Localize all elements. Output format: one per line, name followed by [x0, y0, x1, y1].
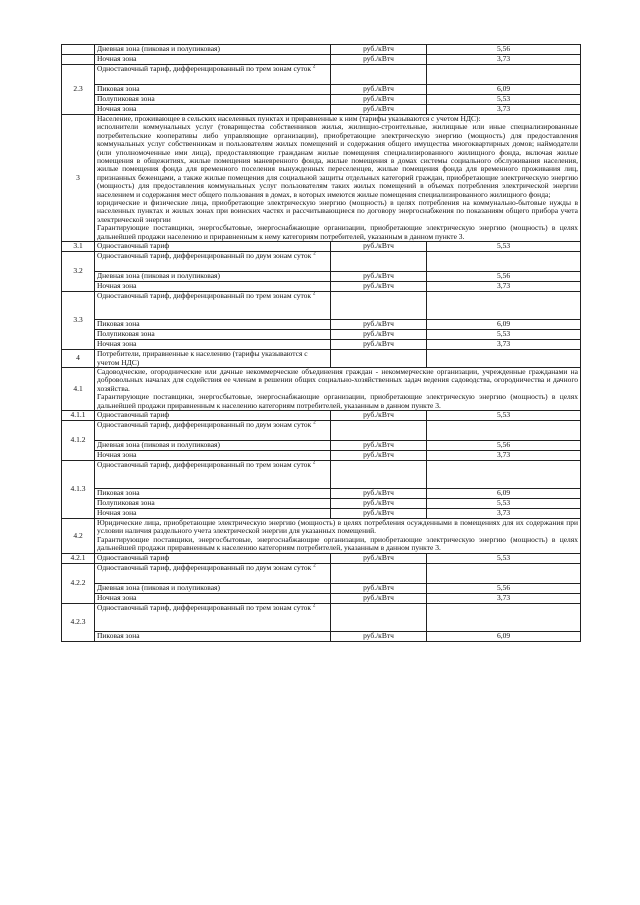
unit-cell — [331, 460, 427, 488]
table-row — [62, 65, 581, 85]
footnote-mark: 2 — [312, 603, 316, 609]
description-text: Одноставочный тариф, дифференцированный по двум зонам суток — [97, 563, 312, 572]
table-row — [62, 508, 581, 518]
tariff-table — [61, 44, 581, 642]
row-number — [62, 55, 95, 65]
tariff-value: 3,73 — [427, 450, 581, 460]
unit-cell: руб./кВтч — [331, 282, 427, 292]
table-row — [62, 282, 581, 292]
footnote-mark: 2 — [313, 420, 316, 426]
table-row — [62, 115, 581, 242]
row-description — [95, 508, 331, 518]
tariff-value: 5,53 — [427, 553, 581, 563]
row-number: 4.1 — [62, 367, 95, 410]
table-row — [62, 45, 581, 55]
description-text: Пиковая зона — [97, 319, 140, 329]
unit-cell — [331, 292, 427, 320]
row-number: 3.3 — [62, 292, 95, 350]
unit-cell: руб./кВтч — [331, 272, 427, 282]
description-text: Ночная зона — [97, 450, 137, 459]
table-row — [62, 350, 581, 368]
tariff-value: 6,09 — [427, 631, 581, 641]
row-number: 4.2.2 — [62, 563, 95, 603]
table-row — [62, 563, 581, 583]
table-row — [62, 252, 581, 272]
description-paragraph: Гарантирующие поставщики, энергосбытовые, энергоснабжающие организации, приобретающие электрическую энергию (мощность) в целях дальнейшей продажи приравненным к населению категориям потребителей, указанным в данном пункте 3. — [97, 392, 578, 410]
unit-cell: руб./кВтч — [331, 45, 427, 55]
tariff-value: 3,73 — [427, 55, 581, 65]
tariff-value — [427, 603, 581, 631]
row-description — [95, 282, 331, 292]
row-description — [95, 85, 331, 95]
unit-cell: руб./кВтч — [331, 55, 427, 65]
description-text: Ночная зона — [97, 339, 137, 349]
tariff-value — [427, 460, 581, 488]
table-row — [62, 440, 581, 450]
description-text: Пиковая зона — [97, 84, 140, 93]
description-text: Одноставочный тариф, дифференцированный по трем зонам суток — [97, 603, 312, 612]
unit-cell: руб./кВтч — [331, 631, 427, 641]
unit-cell: руб./кВтч — [331, 498, 427, 508]
table-row — [62, 340, 581, 350]
row-description — [95, 242, 331, 252]
description-text: Ночная зона — [97, 508, 137, 517]
row-number: 4.1.1 — [62, 410, 95, 420]
row-number: 3 — [62, 115, 95, 242]
row-description — [95, 65, 331, 85]
unit-cell: руб./кВтч — [331, 553, 427, 563]
row-description — [95, 115, 581, 242]
unit-cell: руб./кВтч — [331, 583, 427, 593]
description-text: Дневная зона (пиковая и полупиковая) — [97, 44, 220, 53]
table-row — [62, 631, 581, 641]
description-paragraph: Гарантирующие поставщики, энергосбытовые, энергоснабжающие организации, приобретающие электрическую энергию (мощность) в целях дальнейшей продажи населению и приравненным к нему категориям потребителей, указанным в данном пункте 3. — [97, 223, 578, 241]
description-text: Одноставочный тариф — [97, 241, 170, 251]
table-row — [62, 420, 581, 440]
description-text: Ночная зона — [97, 54, 137, 63]
unit-cell: руб./кВтч — [331, 508, 427, 518]
row-number: 4.1.3 — [62, 460, 95, 518]
table-row — [62, 410, 581, 420]
unit-cell: руб./кВтч — [331, 85, 427, 95]
row-number: 4.2 — [62, 518, 95, 553]
row-description — [95, 252, 331, 272]
tariff-value: 3,73 — [427, 508, 581, 518]
tariff-value: 5,56 — [427, 272, 581, 282]
unit-cell: руб./кВтч — [331, 95, 427, 105]
description-paragraph: Садоводческие, огороднические или дачные некоммерческие объединения граждан - некоммерческие организации, учрежденные гражданами на добровольных началах для содействия ее членам в решении общих социально-хозяйственных задач ведения садоводства, огородничества и дачного хозяйства. — [97, 367, 578, 393]
tariff-value — [427, 65, 581, 85]
description-text: Полупиковая зона — [97, 94, 155, 103]
table-row — [62, 292, 581, 320]
table-row — [62, 105, 581, 115]
row-description — [95, 330, 331, 340]
tariff-value: 5,56 — [427, 440, 581, 450]
row-description — [95, 410, 331, 420]
row-description — [95, 95, 331, 105]
row-description — [95, 340, 331, 350]
row-number — [62, 45, 95, 55]
description-text: Дневная зона (пиковая и полупиковая) — [97, 440, 220, 449]
unit-cell: руб./кВтч — [331, 320, 427, 330]
row-description — [95, 55, 331, 65]
table-row — [62, 488, 581, 498]
footnote-mark: 2 — [312, 291, 316, 297]
unit-cell — [331, 563, 427, 583]
row-description — [95, 450, 331, 460]
row-number: 4.1.2 — [62, 420, 95, 460]
description-text: Полупиковая зона — [97, 329, 155, 339]
tariff-value: 5,53 — [427, 410, 581, 420]
tariff-value: 6,09 — [427, 85, 581, 95]
tariff-value: 5,56 — [427, 45, 581, 55]
table-row — [62, 593, 581, 603]
row-description — [95, 563, 331, 583]
table-row — [62, 460, 581, 488]
tariff-value: 5,53 — [427, 498, 581, 508]
unit-cell — [331, 252, 427, 272]
footnote-mark: 2 — [313, 251, 316, 257]
unit-cell: руб./кВтч — [331, 488, 427, 498]
tariff-value: 3,73 — [427, 593, 581, 603]
description-text: Ночная зона — [97, 104, 137, 113]
table-row — [62, 583, 581, 593]
tariff-value — [427, 350, 581, 368]
row-description — [95, 498, 331, 508]
tariff-value: 5,56 — [427, 583, 581, 593]
row-description — [95, 367, 581, 410]
unit-cell — [331, 350, 427, 368]
row-description — [95, 272, 331, 282]
row-description — [95, 460, 331, 488]
table-row — [62, 498, 581, 508]
unit-cell — [331, 420, 427, 440]
row-description — [95, 320, 331, 330]
unit-cell: руб./кВтч — [331, 450, 427, 460]
tariff-value: 3,73 — [427, 282, 581, 292]
row-number: 4.2.3 — [62, 603, 95, 641]
table-row — [62, 320, 581, 330]
table-row — [62, 330, 581, 340]
table-row — [62, 272, 581, 282]
description-text: Одноставочный тариф — [97, 553, 170, 562]
tariff-value: 6,09 — [427, 488, 581, 498]
unit-cell — [331, 603, 427, 631]
row-description — [95, 350, 331, 368]
description-text: Одноставочный тариф, дифференцированный по трем зонам суток — [97, 460, 312, 469]
footnote-mark: 2 — [312, 460, 316, 466]
row-description — [95, 593, 331, 603]
row-description — [95, 553, 331, 563]
row-description — [95, 603, 331, 631]
unit-cell: руб./кВтч — [331, 105, 427, 115]
footnote-mark: 2 — [312, 64, 316, 70]
description-text: Полупиковая зона — [97, 498, 155, 507]
description-text: Пиковая зона — [97, 631, 140, 640]
description-text: Одноставочный тариф, дифференцированный по двум зонам суток — [97, 420, 312, 429]
description-text: Дневная зона (пиковая и полупиковая) — [97, 271, 220, 281]
description-paragraph: юридические и физические лица, приобретающие электрическую энергию (мощность) в целях потребления на коммунально-бытовые нужды в населенных пунктах и жилых зонах при воинских частях и рассчитывающиеся по договору энергоснабжения по показаниям общего прибора учета электрической энергии — [97, 198, 578, 224]
description-text: Одноставочный тариф, дифференцированный по трем зонам суток — [97, 291, 312, 301]
description-text: Одноставочный тариф, дифференцированный по двум зонам суток — [97, 251, 312, 261]
tariff-value — [427, 292, 581, 320]
unit-cell: руб./кВтч — [331, 242, 427, 252]
description-text: Ночная зона — [97, 281, 137, 291]
row-description — [95, 440, 331, 450]
row-description — [95, 45, 331, 55]
description-paragraph: Гарантирующие поставщики, энергосбытовые, энергоснабжающие организации, приобретающие электрическую энергию (мощность) в целях дальнейшей продажи приравненным к населению категориям потребителей, указанным в данном пункте 3. — [97, 534, 578, 553]
description-paragraph: Юридические лица, приобретающие электрическую энергию (мощность) в целях потребления осужденными в помещениях для их содержания при условии наличия раздельного учета электрической энергии для указанных помещений. — [97, 518, 578, 536]
unit-cell: руб./кВтч — [331, 340, 427, 350]
table-row — [62, 553, 581, 563]
tariff-value: 3,73 — [427, 340, 581, 350]
row-number: 3.2 — [62, 252, 95, 292]
description-text: Пиковая зона — [97, 488, 140, 497]
description-text: Одноставочный тариф, дифференцированный по трем зонам суток — [97, 64, 312, 73]
tariff-value — [427, 420, 581, 440]
unit-cell — [331, 65, 427, 85]
row-number: 4.2.1 — [62, 553, 95, 563]
description-text: Дневная зона (пиковая и полупиковая) — [97, 583, 220, 592]
tariff-value — [427, 563, 581, 583]
tariff-value — [427, 252, 581, 272]
description-text: Потребители, приравненные к населению (тарифы указываются с учетом НДС) — [97, 349, 308, 367]
description-paragraph: исполнители коммунальных услуг (товарищества собственников жилья, жилищно-строительные, жилищные или иные специализированные потребительские кооперативы либо управляющие организации), приобретающие электрическую энергию (мощность) для предоставления коммунальных услуг собственникам и пользователям жилых помещений и содержания общего имущества многоквартирных домов; наймодатели (или уполномоченные ими лица), предоставляющие гражданам жилые помещения специализированного жилищного фонда, включая жилые помещения в общежитиях, жилые помещения маневренного фонда, жилые помещения в домах системы социального обслуживания населения, жилые помещения фонда для временного поселения вынужденных переселенцев, жилые помещения фонда для временного проживания лиц, признанных беженцами, а также жилые помещения для социальной защиты отдельных категорий граждан, приобретающие электрическую энергию (мощность) для предоставления коммунальных услуг пользователям таких жилых помещений в объемах потребления электрической энергии населением и содержания мест общего пользования в домах, в которых имеются жилые помещения специализированного жилищного фонда; — [97, 122, 578, 199]
tariff-value: 5,53 — [427, 95, 581, 105]
table-row — [62, 367, 581, 410]
table-row — [62, 95, 581, 105]
row-description — [95, 583, 331, 593]
tariff-value: 5,53 — [427, 242, 581, 252]
row-description — [95, 292, 331, 320]
row-number: 2.3 — [62, 65, 95, 115]
row-description — [95, 488, 331, 498]
description-text: Одноставочный тариф — [97, 410, 170, 419]
row-description — [95, 420, 331, 440]
unit-cell: руб./кВтч — [331, 440, 427, 450]
description-paragraph: Население, проживающее в сельских населенных пунктах и приравненные к ним (тарифы указываются с учетом НДС): — [97, 114, 481, 123]
row-description — [95, 631, 331, 641]
row-number: 3.1 — [62, 242, 95, 252]
unit-cell: руб./кВтч — [331, 593, 427, 603]
table-row — [62, 55, 581, 65]
tariff-value: 6,09 — [427, 320, 581, 330]
footnote-mark: 2 — [313, 563, 316, 569]
unit-cell: руб./кВтч — [331, 330, 427, 340]
table-row — [62, 85, 581, 95]
tariff-table-body — [62, 45, 581, 642]
unit-cell: руб./кВтч — [331, 410, 427, 420]
table-row — [62, 450, 581, 460]
row-description — [95, 105, 331, 115]
row-number: 4 — [62, 350, 95, 368]
table-row — [62, 242, 581, 252]
table-row — [62, 518, 581, 553]
tariff-value: 5,53 — [427, 330, 581, 340]
tariff-value: 3,73 — [427, 105, 581, 115]
table-row — [62, 603, 581, 631]
description-text: Ночная зона — [97, 593, 137, 602]
row-description — [95, 518, 581, 553]
